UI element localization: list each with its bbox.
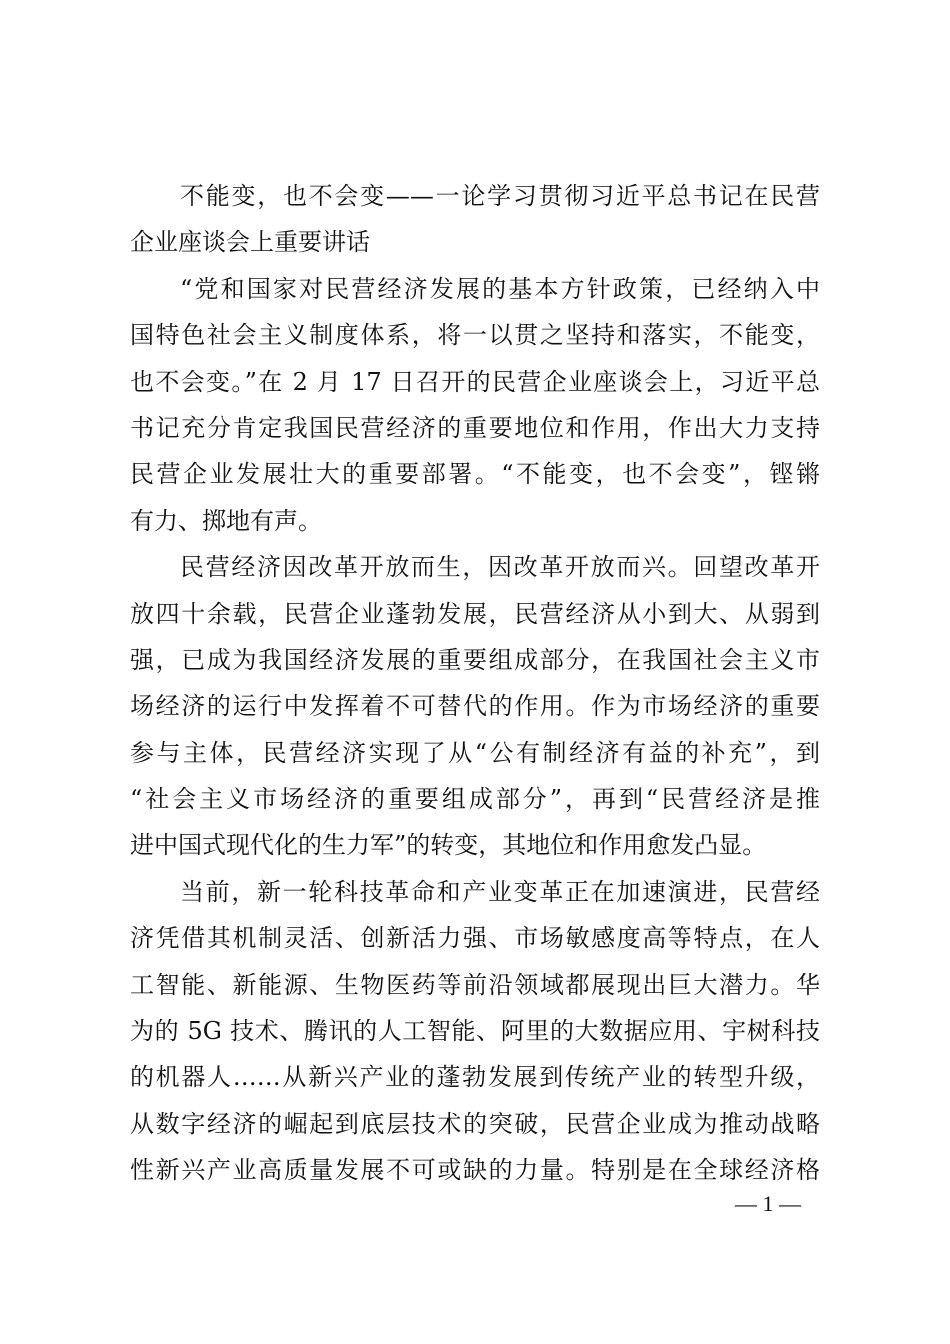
paragraph-2-line-3: 强，已成为我国经济发展的重要组成部分，在我国社会主义市 [130,645,820,674]
paragraph-1-line-2: 国特色社会主义制度体系，将一以贯之坚持和落实，不能变， [130,321,820,350]
paragraph-3-line-6: 从数字经济的崛起到底层技术的突破，民营企业成为推动战略 [130,1109,820,1138]
paragraph-3-line-4: 为的 5G 技术、腾讯的人工智能、阿里的大数据应用、宇树科技 [130,1017,820,1046]
paragraph-3-line-1: 当前，新一轮科技革命和产业变革正在加速演进，民营经 [180,877,820,906]
body-text [130,173,820,1194]
paragraph-2-line-7: 进中国式现代化的生力军”的转变，其地位和作用愈发凸显。 [130,831,767,860]
paragraph-1-line-4: 书记充分肯定我国民营经济的重要地位和作用，作出大力支持 [130,413,820,442]
paragraph-3-line-5: 的机器人……从新兴产业的蓬勃发展到传统产业的转型升级， [130,1063,820,1092]
paragraph-1-line-1: “党和国家对民营经济发展的基本方针政策，已经纳入中 [180,274,820,303]
paragraph-1-line-3: 也不会变。”在 2 月 17 日召开的民营企业座谈会上，习近平总 [130,367,820,396]
paragraph-2-line-4: 场经济的运行中发挥着不可替代的作用。作为市场经济的重要 [130,692,820,721]
paragraph-1-line-5: 民营企业发展壮大的重要部署。“不能变，也不会变”，铿锵 [130,460,820,489]
paragraph-2-line-2: 放四十余载，民营企业蓬勃发展，民营经济从小到大、从弱到 [130,599,820,628]
paragraph-2-line-1: 民营经济因改革开放而生，因改革开放而兴。回望改革开 [180,553,820,582]
title-line-1: 不能变，也不会变——一论学习贯彻习近平总书记在民营 [180,182,820,210]
paragraph-1-line-6: 有力、掷地有声。 [130,506,322,535]
title-line-2: 企业座谈会上重要讲话 [130,228,370,257]
paragraph-3-line-3: 工智能、新能源、生物医药等前沿领域都展现出巨大潜力。华 [130,970,820,999]
paragraph-2-line-5: 参与主体，民营经济实现了从“公有制经济有益的补充”，到 [130,738,820,767]
paragraph-3-line-2: 济凭借其机制灵活、创新活力强、市场敏感度高等特点，在人 [130,924,820,953]
paragraph-2-line-6: “社会主义市场经济的重要组成部分”，再到“民营经济是推 [130,785,820,814]
page-number: — 1 — [735,1191,801,1216]
paragraph-3-line-7: 性新兴产业高质量发展不可或缺的力量。特别是在全球经济格 [130,1156,820,1185]
